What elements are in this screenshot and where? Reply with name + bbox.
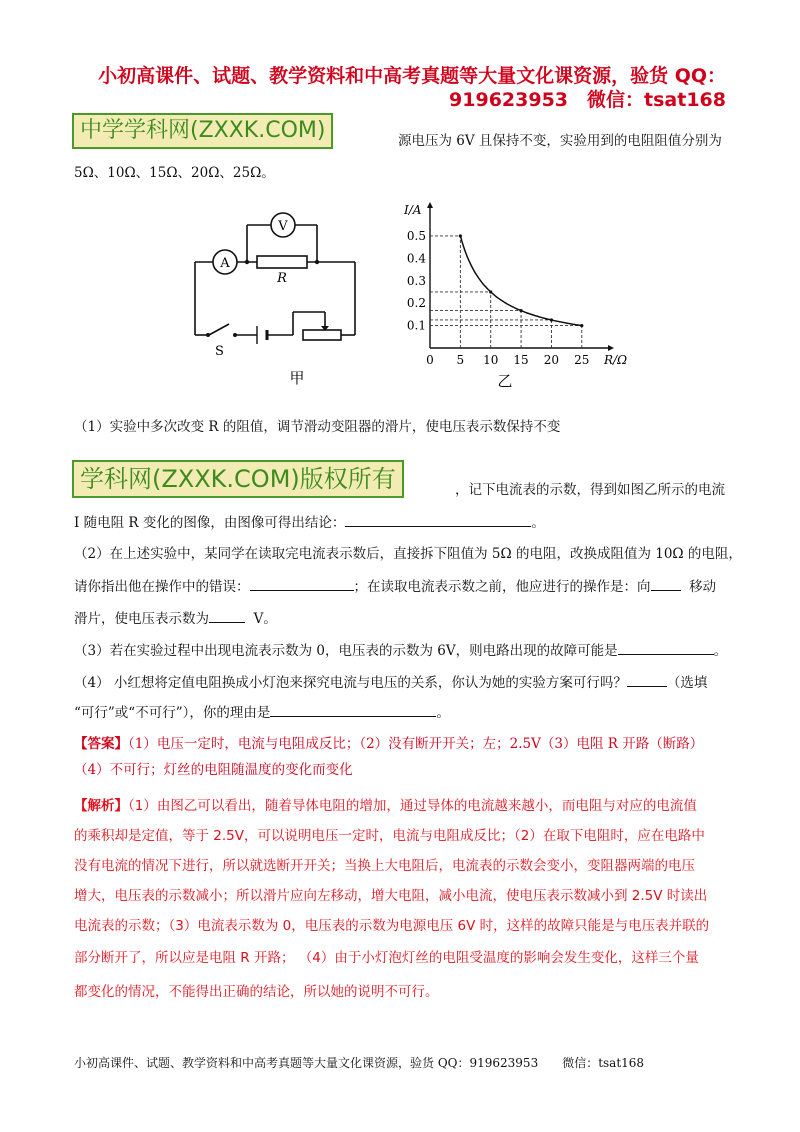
answer-blank-6[interactable] [627, 672, 667, 687]
analysis-line-7: 都变化的情况，不能得出正确的结论，所以她的说明不可行。 [74, 984, 439, 1000]
resistor-label: R [277, 271, 287, 286]
question-4-line-b: “可行”或“不可行”），你的理由是 。 [74, 702, 450, 723]
intro-line-2: 5Ω、10Ω、15Ω、20Ω、25Ω。 [74, 165, 275, 181]
answer-line-2: （4）不可行；灯丝的电阻随温度的变化而变化 [74, 762, 353, 778]
watermark-logo-2: 学科网(ZXXK.COM)版权所有 [72, 460, 404, 498]
analysis-line-2: 的乘积却是定值，等于 2.5V，可以说明电压一定时，电流与电阻成反比；（2）在取下电阻时，应在电路中 [74, 828, 705, 844]
question-1-line-b: ，记下电流表的示数，得到如图乙所示的电流 [455, 482, 725, 498]
x-tick-label: 0 [426, 353, 434, 367]
question-2-line-a: （2）在上述实验中，某同学在读取完电流表示数后，直接拆下阻值为 5Ω 的电阻，改换成阻值为 10Ω 的电阻， [74, 546, 742, 562]
analysis-tag: 【解析】 [74, 798, 128, 814]
x-axis-label: R/Ω [604, 353, 628, 367]
data-point [489, 290, 492, 293]
data-point [580, 324, 583, 327]
x-tick-label: 5 [456, 353, 465, 367]
watermark-logo-1: 中学学科网(ZXXK.COM) [72, 113, 333, 149]
x-tick-label: 20 [543, 353, 560, 367]
question-2-line-c: 滑片，使电压表示数为 V。 [74, 608, 277, 629]
answer-blank-1[interactable] [345, 512, 531, 527]
analysis-line-3: 没有电流的情况下进行，所以就选断开开关；当换上大电阻后，电流表的示数会变小，变阻器两端的电压 [74, 858, 695, 874]
question-2-line-b: 请你指出他在操作中的错误： ；在读取电流表示数之前，他应进行的操作是：向 移动 [74, 576, 716, 597]
voltmeter-label: V [278, 219, 288, 234]
question-3: （3）若在实验过程中出现电流表示数为 0，电压表的示数为 6V，则电路出现的故障可能是 。 [74, 640, 727, 661]
figure-caption-jia: 甲 [289, 369, 305, 387]
figure-caption-yi: 乙 [497, 372, 513, 390]
x-tick-label: 10 [483, 353, 499, 367]
x-tick-label: 15 [513, 353, 529, 367]
question-4-line-a: （4） 小红想将定值电阻换成小灯泡来探究电流与电压的关系，你认为她的实验方案可行吗？ （选填 [74, 672, 707, 693]
data-point [459, 234, 462, 237]
y-tick-label: 0.1 [406, 318, 426, 333]
data-point [519, 309, 522, 312]
y-tick-label: 0.2 [406, 296, 426, 311]
x-tick-label: 25 [574, 353, 590, 367]
answer-tag: 【答案】 [74, 736, 128, 752]
current-resistance-graph [395, 190, 630, 390]
y-tick-label: 0.5 [406, 228, 426, 243]
analysis-line-5: 电流表的示数；（3）电流表示数为 0，电压表的示数为电源电压 6V 时，这样的故障只能是与电压表并联的 [74, 918, 710, 934]
y-axis-arrow [427, 202, 433, 208]
analysis-line-6: 部分断开了，所以应是电阻 R 开路； （4）由于小灯泡灯丝的电阻受温度的影响会发生变化，这样三个量 [74, 950, 699, 966]
header-line-2: 919623953 微信：tsat168 [449, 89, 726, 111]
y-tick-label: 0.3 [406, 273, 426, 288]
answer-line-1: 【答案】（1）电压一定时，电流与电阻成反比；（2）没有断开开关；左；2.5V（3）电阻 R 开路（断路） [74, 736, 704, 752]
analysis-line-1: 【解析】（1）由图乙可以看出，随着导体电阻的增加，通过导体的电流越来越小，而电阻与对应的电流值 [74, 798, 697, 814]
answer-blank-5[interactable] [618, 640, 714, 655]
footer-text: 小初高课件、试题、教学资料和中高考真题等大量文化课资源，验货 QQ：919623953 微信：tsat168 [74, 1056, 645, 1070]
question-1-line-a: （1）实验中多次改变 R 的阻值，调节滑动变阻器的滑片，使电压表示数保持不变 [74, 419, 561, 435]
ammeter-label: A [220, 256, 230, 271]
header-line-1: 小初高课件、试题、教学资料和中高考真题等大量文化课资源，验货 QQ： [98, 65, 726, 87]
x-axis-arrow [608, 345, 614, 351]
data-point [550, 318, 553, 321]
resistor-symbol [257, 256, 307, 268]
y-tick-label: 0.4 [406, 251, 426, 266]
analysis-line-4: 增大，电压表的示数减小；所以滑片应向左移动，增大电阻，减小电流，使电压表示数减小到 2.5V 时读出 [74, 888, 708, 904]
circuit-diagram [185, 200, 375, 390]
y-axis-label: I/A [404, 203, 422, 217]
answer-blank-3[interactable] [651, 576, 681, 591]
rheostat-symbol [303, 330, 341, 340]
question-1-line-c: I 随电阻 R 变化的图像，由图像可得出结论： 。 [74, 512, 545, 533]
answer-blank-2[interactable] [250, 576, 354, 591]
answer-blank-7[interactable] [270, 702, 436, 717]
switch-label: S [215, 344, 224, 359]
intro-line-1: 源电压为 6V 且保持不变，实验用到的电阻阻值分别为 [398, 133, 722, 149]
answer-blank-4[interactable] [209, 608, 245, 623]
